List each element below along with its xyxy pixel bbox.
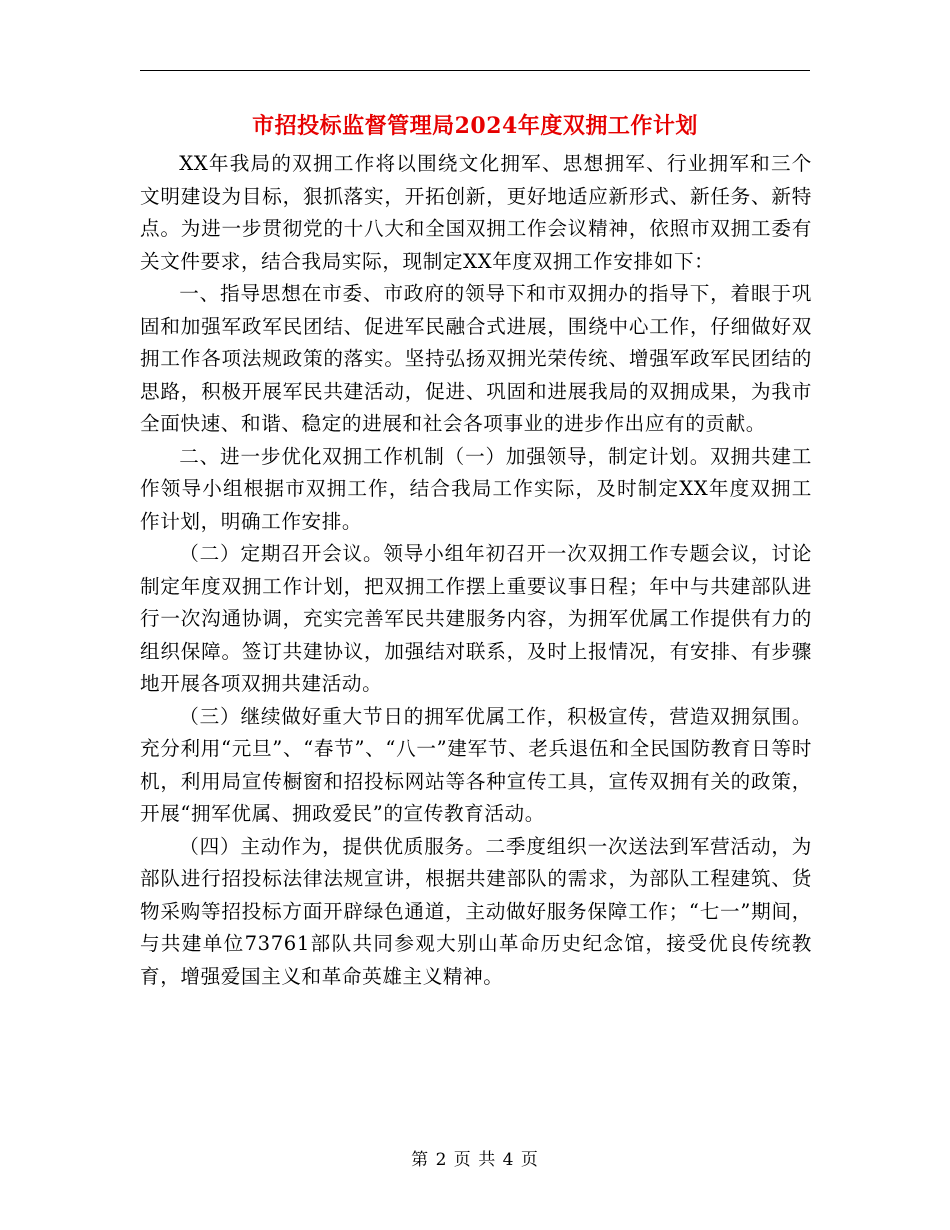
paragraph-meetings: （二）定期召开会议。领导小组年初召开一次双拥工作专题会议，讨论制定年度双拥工作计划，把双拥工作摆上重要议事日程；年中与共建部队进行一次沟通协调，充实完善军民共建服务内容，为拥军优属工作提供有力的组织保障。签订共建协议，加强结对联系，及时上报情况，有安排、有步骤地开展各项双拥共建活动。	[140, 542, 812, 695]
paragraph-intro: XX年我局的双拥工作将以围绕文化拥军、思想拥军、行业拥军和三个文明建设为目标，狠抓落实，开拓创新，更好地适应新形式、新任务、新特点。为进一步贯彻党的十八大和全国双拥工作会议精神，依照市双拥工委有关文件要求，结合我局实际，现制定XX年度双拥工作安排如下：	[140, 152, 812, 273]
paragraph-services: （四）主动作为，提供优质服务。二季度组织一次送法到军营活动，为部队进行招投标法律法规宣讲，根据共建部队的需求，为部队工程建筑、货物采购等招投标方面开辟绿色通道，主动做好服务保障工作；“七一”期间，与共建单位73761部队共同参观大别山革命历史纪念馆，接受优良传统教育，增强爱国主义和革命英雄主义精神。	[140, 834, 812, 988]
document-title: 市招投标监督管理局2024年度双拥工作计划	[252, 113, 698, 139]
paragraph-guiding-thought: 一、指导思想在市委、市政府的领导下和市双拥办的指导下，着眼于巩固和加强军政军民团结、促进军民融合式进展，围绕中心工作，仔细做好双拥工作各项法规政策的落实。坚持弘扬双拥光荣传统、增强军政军民团结的思路，积极开展军民共建活动，促进、巩固和进展我局的双拥成果，为我市全面快速、和谐、稳定的进展和社会各项事业的进步作出应有的贡献。	[140, 282, 812, 435]
paragraph-mechanism-leadership: 二、进一步优化双拥工作机制（一）加强领导，制定计划。双拥共建工作领导小组根据市双拥工作，结合我局工作实际，及时制定XX年度双拥工作计划，明确工作安排。	[140, 444, 812, 533]
paragraph-holiday-support: （三）继续做好重大节日的拥军优属工作，积极宣传，营造双拥氛围。充分利用“元旦”、“春节”、“八一”建军节、老兵退伍和全民国防教育日等时机，利用局宣传橱窗和招投标网站等各种宣传工具，宣传双拥有关的政策，开展“拥军优属、拥政爱民”的宣传教育活动。	[140, 704, 812, 825]
page-number: 第 2 页 共 4 页	[411, 1150, 539, 1170]
header-rule	[140, 70, 810, 71]
document-body	[140, 148, 812, 993]
